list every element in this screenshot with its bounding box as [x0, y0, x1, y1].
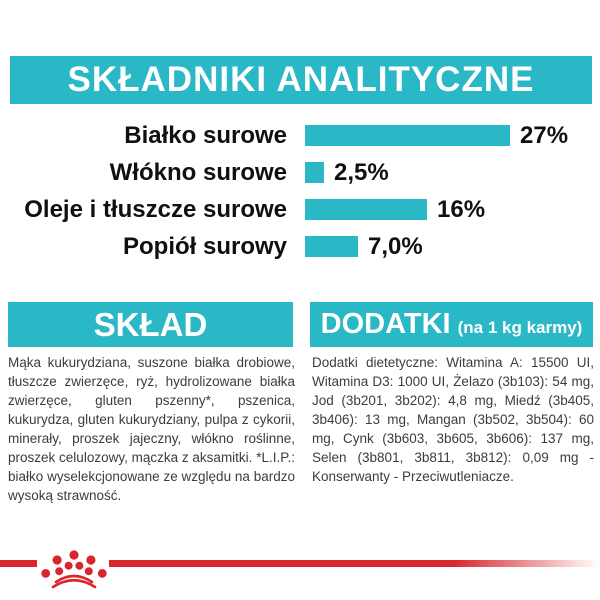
nutrient-label: Białko surowe — [124, 121, 287, 149]
brand-line-left — [0, 560, 37, 567]
analytical-constituents-title: SKŁADNIKI ANALITYCZNE — [67, 60, 535, 99]
nutrient-value: 16% — [437, 195, 486, 223]
nutrient-bar — [305, 236, 358, 257]
nutrient-value: 27% — [520, 121, 569, 149]
nutrient-bar — [305, 162, 324, 183]
composition-title: SKŁAD — [93, 305, 208, 343]
composition-header — [8, 302, 293, 347]
brand-line-right — [109, 560, 600, 567]
analytical-constituents-banner — [10, 56, 592, 104]
analytical-constituents-chart — [0, 121, 600, 273]
chart-row — [0, 158, 600, 186]
nutrient-label: Włókno surowe — [109, 158, 287, 186]
chart-row — [0, 121, 600, 149]
nutrient-value: 2,5% — [334, 158, 389, 186]
royal-canin-crown-icon — [40, 544, 108, 590]
nutrient-bar — [305, 125, 510, 146]
additives-subtitle: (na 1 kg karmy) — [457, 317, 583, 337]
analytical-chart-rows — [0, 121, 600, 260]
nutrient-bar — [305, 199, 427, 220]
chart-row — [0, 232, 600, 260]
chart-row — [0, 195, 600, 223]
nutrient-label: Popiół surowy — [122, 232, 287, 260]
composition-text: Mąka kukurydziana, suszone białka drobiowe, tłuszcze zwierzęce, ryż, hydrolizowane białka zwierzęce, gluten pszenny*, pszenica, kukurydza, gluten kukurydziany, pulpa z cykorii, minerały, proszek jajeczny, włókno roślinne, proszek celulozowy, mączka z aksamitki. *L.I.P.: białko wyselekcjonowane ze względu na bardzo wysoką strawność. — [8, 355, 295, 503]
additives-title: DODATKI — [320, 308, 451, 340]
additives-text: Dodatki dietetyczne: Witamina A: 15500 UI, Witamina D3: 1000 UI, Żelazo (3b103): 54 mg, Jod (3b201, 3b202): 4,8 mg, Miedź (3b405, 3b406): 13 mg, Mangan (3b502, 3b504): 60 mg, Cynk (3b603, 3b605, 3b606): 137 mg, Selen (3b801, 3b811, 3b812): 0,09 mg - Konserwanty - Przeciwutleniacze. — [312, 355, 594, 484]
additives-header — [310, 302, 593, 347]
nutrient-label: Oleje i tłuszcze surowe — [24, 195, 287, 223]
nutrient-value: 7,0% — [368, 232, 423, 260]
